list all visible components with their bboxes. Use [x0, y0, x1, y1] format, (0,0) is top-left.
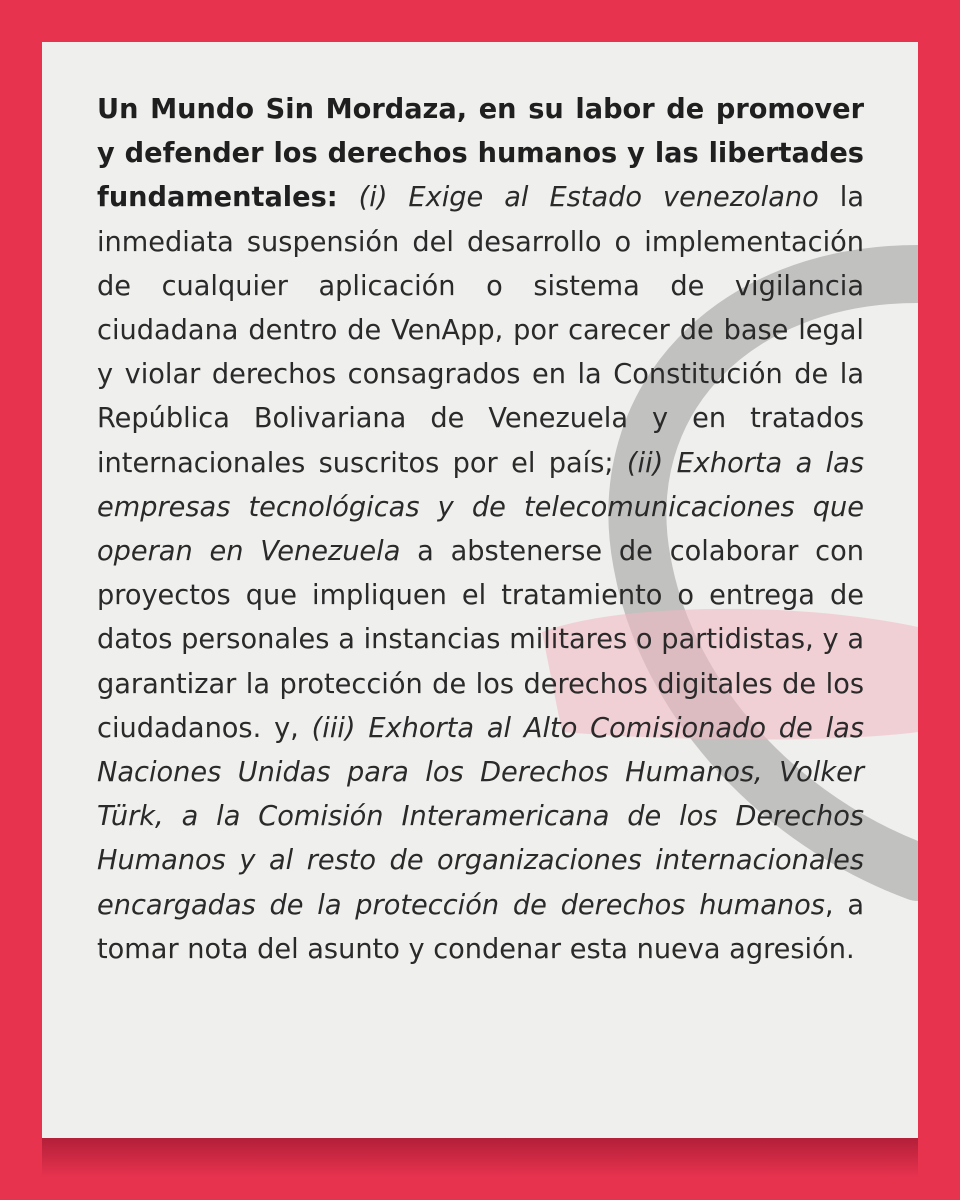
statement-text [97, 88, 864, 972]
statement-lead: Un Mundo Sin Mordaza, en su labor de promover y defender los derechos humanos y las libertades fundamentales: [97, 94, 864, 214]
point-3-heading: (iii) Exhorta al Alto Comisionado de las Naciones Unidas para los Derechos Humanos, Volker Türk, a la Comisión Interamericana de los Derechos Humanos y al resto de organizaciones internacionales encargadas de la protección de derechos humanos [97, 712, 864, 921]
point-1-text: la inmediata suspensión del desarrollo o implementación de cualquier aplicación o sistema de vigilancia ciudadana dentro de VenApp, por carecer de base legal y violar derechos consagrados en la Constitución de la República Bolivariana de Venezuela y en tratados internacionales suscritos por el país; [97, 182, 864, 479]
point-2-heading: (ii) Exhorta a las empresas tecnológicas y de telecomunicaciones que operan en Venezuela [97, 447, 864, 568]
point-2-text: a abstenerse de colaborar con proyectos que impliquen el tratamiento o entrega de datos personales a instancias militares o partidistas, y a garantizar la protección de los derechos digitales de los ciudadanos. y, [97, 536, 864, 744]
card-shadow [42, 1138, 918, 1178]
statement-card [42, 42, 918, 1138]
point-1-heading: (i) Exige al Estado venezolano [358, 182, 819, 214]
point-3-text: , a tomar nota del asunto y condenar esta nueva agresión. [97, 889, 864, 965]
